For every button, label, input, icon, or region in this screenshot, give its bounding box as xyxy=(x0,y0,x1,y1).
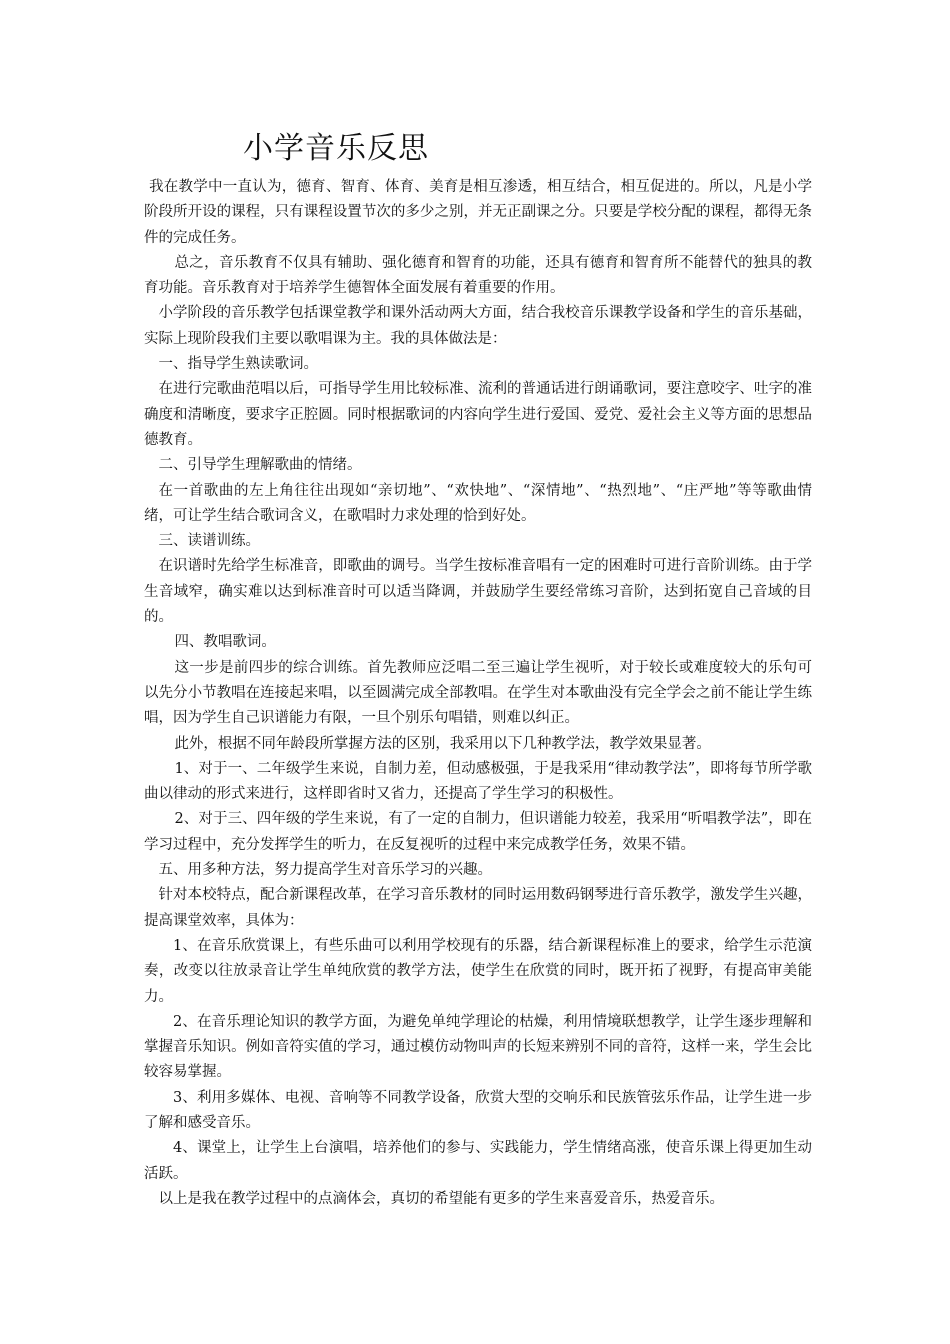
document-title: 小学音乐反思 xyxy=(243,131,429,166)
paragraph-11: 针对本校特点，配合新课程改革，在学习音乐教材的同时运用数码钢琴进行音乐教学，激发学生兴趣，提高课堂效率，具体为： xyxy=(144,887,812,929)
paragraph-4: 在进行完歌曲范唱以后，可指导学生用比较标准、流利的普通话进行朗诵歌词，要注意咬字、吐字的准确度和清晰度，要求字正腔圆。同时根据歌词的内容向学生进行爱国、爱党、爱社会主义等方面的思想品德教育。 xyxy=(144,381,812,448)
paragraph-2: 总之，音乐教育不仅具有辅助、强化德育和智育的功能，还具有德育和智育所不能替代的独具的教育功能。音乐教育对于培养学生德智体全面发展有着重要的作用。 xyxy=(144,254,812,297)
paragraph-8: 此外，根据不同年龄段所掌握方法的区别，我采用以下几种教学法，教学效果显著。 xyxy=(174,735,711,752)
section-heading-4: 四、教唱歌词。 xyxy=(174,634,276,651)
section-heading-3: 三、读谱训练。 xyxy=(158,533,260,550)
paragraph-7: 这一步是前四步的综合训练。首先教师应泛唱二至三遍让学生视听，对于较长或难度较大的乐句可以先分小节教唱在连接起来唱，以至圆满完成全部教唱。在学生对本歌曲没有完全学会之前不能让学生练唱，因为学生自己识谱能力有限，一旦个别乐句唱错，则难以纠正。 xyxy=(144,659,812,727)
paragraph-3: 小学阶段的音乐教学包括课堂教学和课外活动两大方面，结合我校音乐课教学设备和学生的音乐基础，实际上现阶段我们主要以歌唱课为主。我的具体做法是： xyxy=(144,305,812,347)
paragraph-14: 3、利用多媒体、电视、音响等不同教学设备，欣赏大型的交响乐和民族管弦乐作品，让学生进一步了解和感受音乐。 xyxy=(144,1089,812,1131)
paragraph-15: 4、课堂上，让学生上台演唱，培养他们的参与、实践能力，学生情绪高涨，使音乐课上得更加生动活跃。 xyxy=(144,1140,812,1182)
document-body xyxy=(144,175,812,1212)
section-heading-2: 二、引导学生理解歌曲的情绪。 xyxy=(158,457,362,474)
paragraph-12: 1、在音乐欣赏课上，有些乐曲可以利用学校现有的乐器，结合新课程标准上的要求，给学生示范演奏，改变以往放录音让学生单纯欣赏的教学方法，使学生在欣赏的同时，既开拓了视野，有提高审美能力。 xyxy=(144,937,812,1005)
section-heading-5: 五、用多种方法，努力提高学生对音乐学习的兴趣。 xyxy=(158,862,492,879)
paragraph-6: 在识谱时先给学生标准音，即歌曲的调号。当学生按标准音唱有一定的困难时可进行音阶训练。由于学生音域窄，确实难以达到标准音时可以适当降调，并鼓励学生要经常练习音阶，达到拓宽自己音域的目的。 xyxy=(144,558,812,626)
paragraph-1: 我在教学中一直认为，德育、智育、体育、美育是相互渗透，相互结合，相互促进的。所以，凡是小学阶段所开设的课程，只有课程设置节次的多少之别，并无正副课之分。只要是学校分配的课程，都得无条件的完成任务。 xyxy=(144,179,812,246)
paragraph-13: 2、在音乐理论知识的教学方面，为避免单纯学理论的枯燥，利用情境联想教学，让学生逐步理解和掌握音乐知识。例如音符实值的学习，通过模仿动物叫声的长短来辨别不同的音符，这样一来，学生会比较容易掌握。 xyxy=(144,1013,812,1081)
paragraph-16: 以上是我在教学过程中的点滴体会，真切的希望能有更多的学生来喜爱音乐，热爱音乐。 xyxy=(158,1190,724,1207)
section-heading-1: 一、指导学生熟读歌词。 xyxy=(158,356,318,373)
paragraph-10: 2、对于三、四年级的学生来说，有了一定的自制力，但识谱能力较差，我采用“听唱教学法”，即在学习过程中，充分发挥学生的听力，在反复视听的过程中来完成教学任务，效果不错。 xyxy=(144,811,812,853)
paragraph-9: 1、对于一、二年级学生来说，自制力差，但动感极强，于是我采用“律动教学法”，即将每节所学歌曲以律动的形式来进行，这样即省时又省力，还提高了学生学习的积极性。 xyxy=(144,760,812,803)
paragraph-5: 在一首歌曲的左上角往往出现如“亲切地”、“欢快地”、“深情地”、“热烈地”、“庄严地”等等歌曲情绪，可让学生结合歌词含义，在歌唱时力求处理的恰到好处。 xyxy=(144,482,812,524)
